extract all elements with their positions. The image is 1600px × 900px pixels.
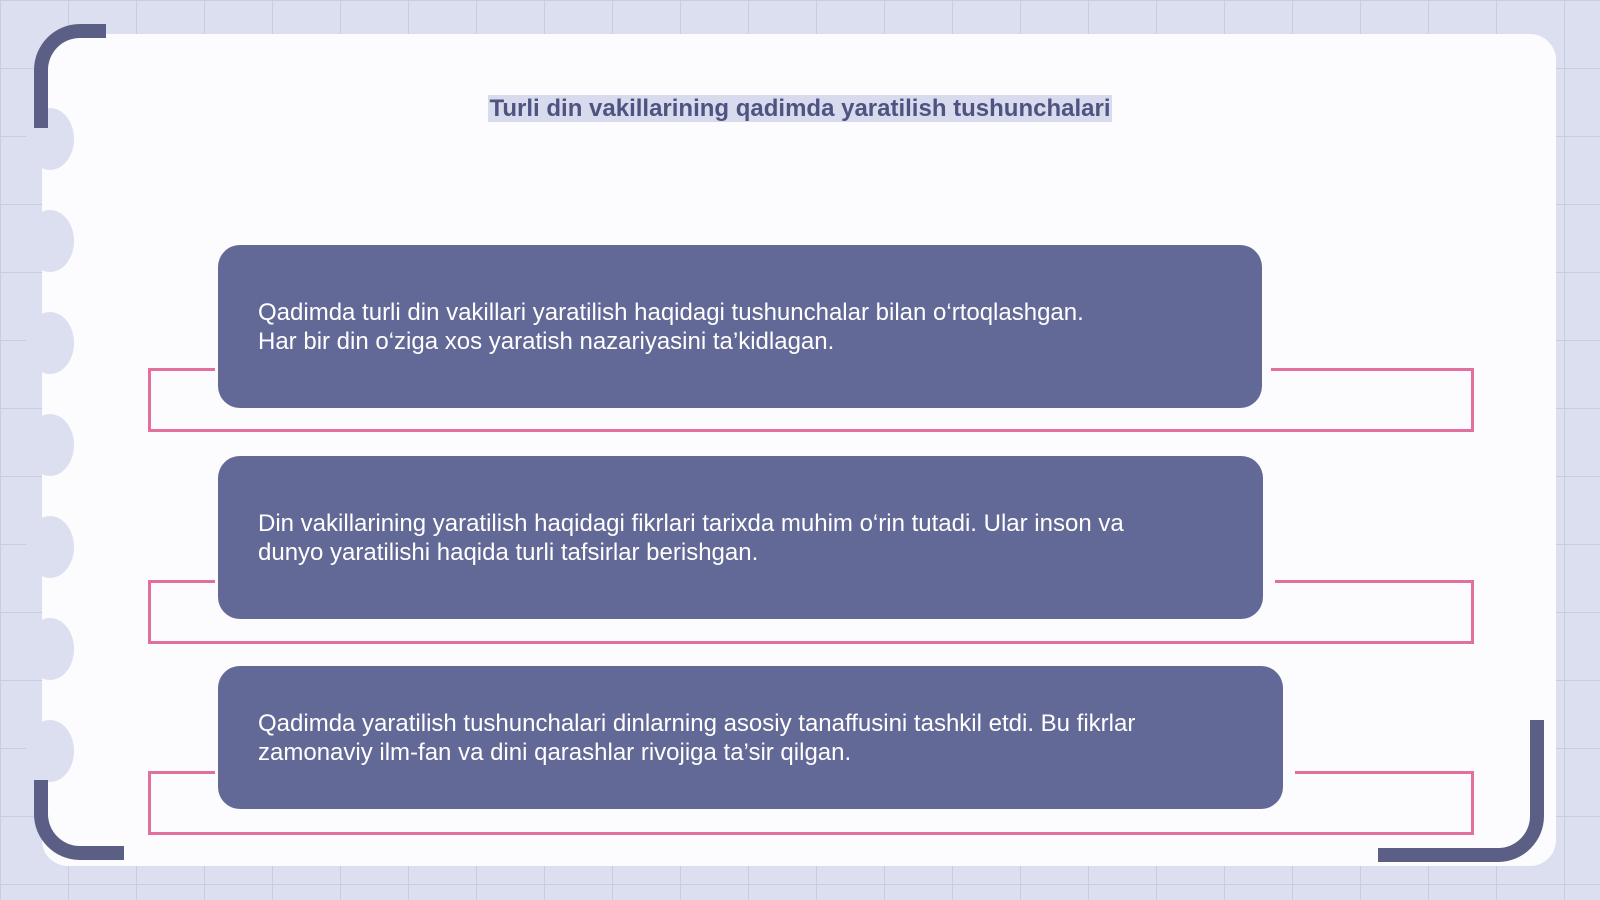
info-card-text [258,509,1124,567]
notebook-hole [26,720,74,782]
notebook-hole [26,618,74,680]
slide-title [0,95,1600,123]
info-card-text [258,709,1135,767]
slide-title-text: Turli din vakillarining qadimda yaratilish tushunchalari [489,95,1111,122]
info-card [218,245,1262,408]
info-card [218,456,1263,619]
info-card-line: zamonaviy ilm-fan va dini qarashlar rivojiga ta’sir qilgan. [258,738,852,766]
notebook-hole [26,516,74,578]
info-card-line: Din vakillarining yaratilish haqidagi fikrlari tarixda muhim o‘rin tutadi. Ular inson va [258,509,1124,537]
info-card-line: Qadimda turli din vakillari yaratilish haqidagi tushunchalar bilan o‘rtoqlashgan. [258,298,1084,326]
info-card-text [258,298,1084,356]
info-card [218,666,1283,809]
info-card-line: Har bir din o‘ziga xos yaratish nazariyasini ta’kidlagan. [258,327,835,355]
notebook-hole [26,312,74,374]
notebook-hole [26,210,74,272]
info-card-line: Qadimda yaratilish tushunchalari dinlarning asosiy tanaffusini tashkil etdi. Bu fikrlar [258,709,1136,737]
notebook-hole [26,414,74,476]
info-card-line: dunyo yaratilishi haqida turli tafsirlar berishgan. [258,538,759,566]
